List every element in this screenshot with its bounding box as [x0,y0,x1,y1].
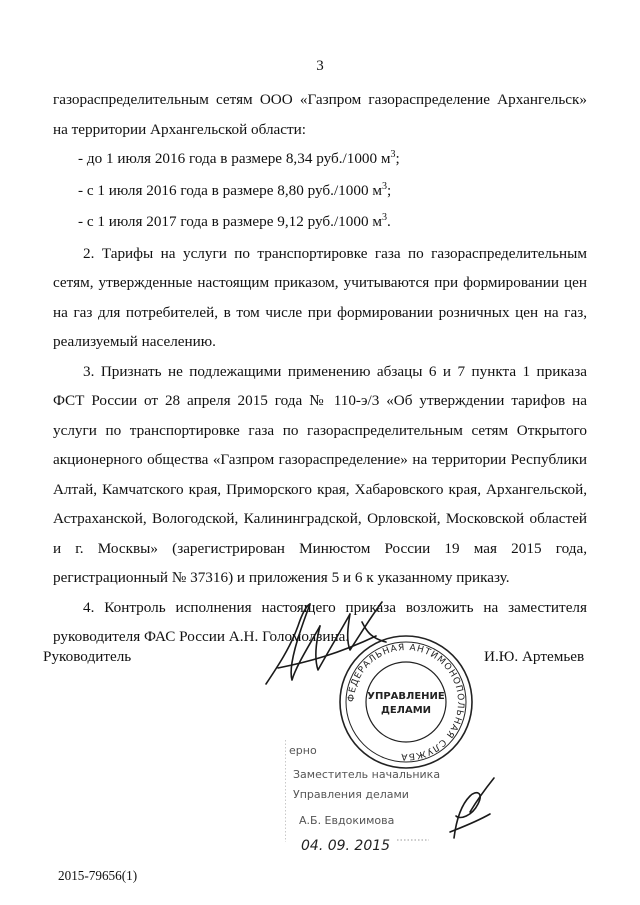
stamp-line-2: Заместитель начальника [293,768,441,781]
paragraph-2: 2. Тарифы на услуги по транспортировке газа по газораспределительным сетям, утвержденные настоящим приказом, учитываются при формировании цен на газ для потребителей, в том числе при формировании розничных цен на газ, реализуемый населению. [53,244,587,350]
order-text [53,85,587,652]
tariff-item-end: ; [395,150,400,167]
paragraph-4: 4. Контроль исполнения настоящего приказа возложить на заместителя руководителя ФАС России А.Н. Голомолзина. [53,598,587,645]
exponent: 3 [381,180,387,192]
handwritten-initials [440,772,500,847]
exponent: 3 [381,212,387,223]
exponent: 3 [390,149,396,160]
stamp-line-1: ерно [289,744,317,757]
paragraph-3: 3. Признать не подлежащими применению абзацы 6 и 7 пункта 1 приказа ФСТ России от 28 апреля 2015 года № 110-э/3 «Об утверждении тарифов на услуги по транспортировке газа по газораспределительным сетям Открытого акционерного общества «Газпром газораспределение» на территории Республики Алтай, Камчатского края, Приморского края, Хабаровского края, Архангельской, Астраханской, Вологодской, Калининградской, Орловской, Московской областей и г. Москвы» (зарегистрирован Минюстом России 19 мая 2015 года, регистрационный № 37316) и приложения 5 и 6 к указанному приказу. [53,362,587,586]
document-number: 2015-79656(1) [58,868,138,883]
tariff-item-text: - до 1 июля 2016 года в размере 8,34 руб./1000 м [78,150,391,167]
tariff-item-1 [53,144,587,176]
signatory-name: И.Ю. Артемьев [484,648,585,665]
tariff-item-end: . [386,213,391,230]
tariff-item-2 [53,176,587,208]
tariff-item-text: - с 1 июля 2016 года в размере 8,80 руб./1000 м [78,181,382,199]
stamp-date: 04. 09. 2015 [301,838,391,854]
page-number: 3 [316,58,324,74]
stamp-line-4: А.Б. Евдокимова [299,814,395,827]
tariff-item-3 [53,207,587,239]
tariff-item-end: ; [386,181,392,199]
signatory-title: Руководитель [43,648,132,665]
seal-ring-text: ФЕДЕРАЛЬНАЯ АНТИМОНОПОЛЬНАЯ СЛУЖБА [346,642,466,762]
stamp-line-3: Управления делами [293,788,409,801]
seal-center-line-2: ДЕЛАМИ [380,705,432,716]
paragraph-1: газораспределительным сетям ООО «Газпром газораспределение Архангельск» на территории Архангельской области: [53,91,587,138]
tariff-item-text: - с 1 июля 2017 года в размере 9,12 руб./1000 м [78,213,382,230]
seal-center-line-1: УПРАВЛЕНИЕ [367,691,445,702]
